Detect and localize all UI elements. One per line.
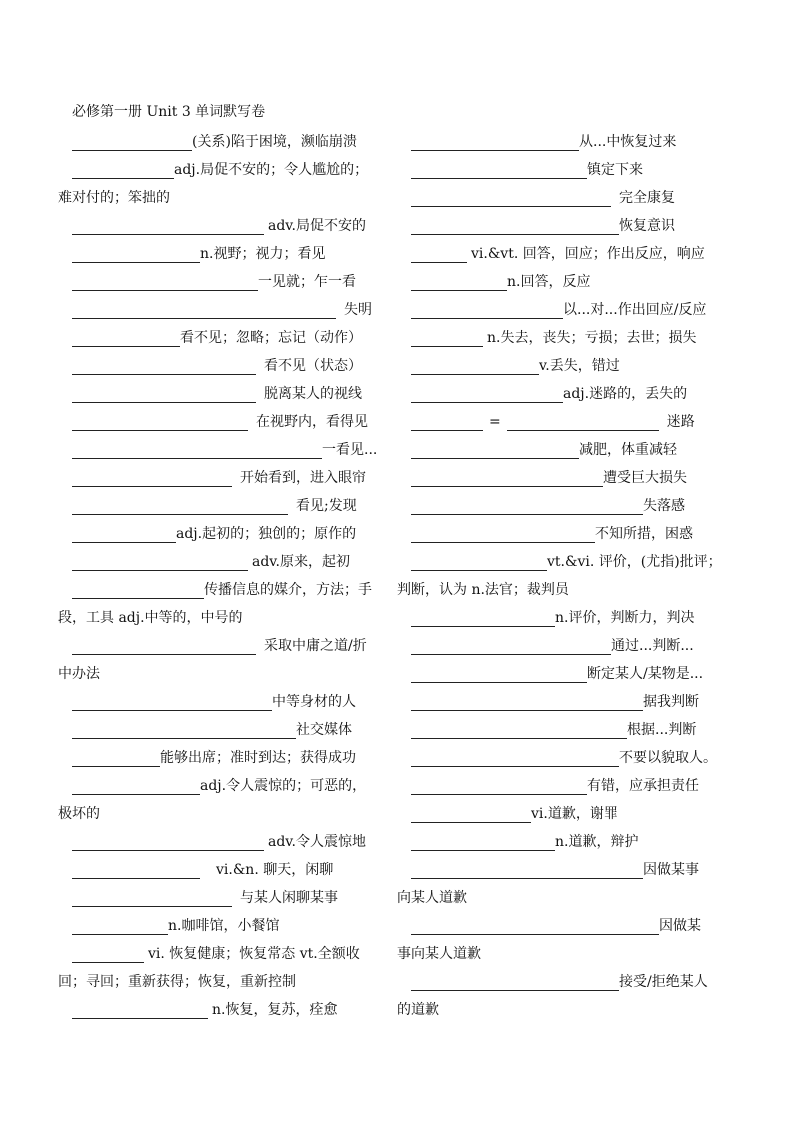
definition-text: 回；寻回；重新获得；恢复，重新控制 [58, 974, 296, 990]
question-line [411, 268, 727, 296]
answer-blank[interactable] [72, 354, 256, 375]
definition-text: adv.局促不安的 [268, 218, 367, 234]
question-line [411, 156, 727, 184]
question-line [72, 436, 390, 464]
definition-text: adj.起初的；独创的；原作的 [176, 526, 357, 542]
question-line [72, 772, 390, 800]
answer-blank[interactable] [72, 886, 232, 907]
question-line [72, 464, 390, 492]
answer-blank[interactable] [411, 130, 579, 151]
definition-text: 看不见；忽略；忘记（动作） [180, 330, 362, 346]
question-line [411, 688, 727, 716]
question-line [72, 632, 390, 660]
question-line [411, 436, 727, 464]
question-continuation [397, 996, 727, 1024]
definition-text: adj.令人震惊的；可恶的， [200, 778, 367, 794]
equals-sign: = [489, 414, 501, 430]
definition-text: 有错，应承担责任 [587, 778, 699, 794]
answer-blank[interactable] [411, 186, 611, 207]
definition-text: 看不见（状态） [264, 358, 362, 374]
definition-text: adv.原来，起初 [252, 554, 351, 570]
answer-blank[interactable] [411, 774, 587, 795]
question-line [411, 912, 727, 940]
right-column [397, 128, 727, 1024]
definition-text: 减肥，体重减轻 [579, 442, 677, 458]
definition-text: n.道歉，辩护 [555, 834, 639, 850]
answer-blank[interactable] [411, 802, 531, 823]
answer-blank[interactable] [72, 466, 232, 487]
definition-text: n.失去，丧失；亏损；去世；损失 [487, 330, 697, 346]
definition-text: 中等身材的人 [272, 694, 356, 710]
question-line [411, 492, 727, 520]
definition-text: n.视野；视力；看见 [200, 246, 326, 262]
definition-text: 恢复意识 [619, 218, 675, 234]
definition-text: 镇定下来 [587, 162, 643, 178]
question-line [411, 408, 727, 436]
question-line [411, 520, 727, 548]
question-line [72, 212, 390, 240]
answer-blank[interactable] [411, 634, 611, 655]
answer-blank[interactable] [72, 634, 256, 655]
definition-text: 脱离某人的视线 [264, 386, 362, 402]
definition-text: 不知所措，困惑 [595, 526, 693, 542]
question-line [72, 352, 390, 380]
definition-text: 采取中庸之道/折 [264, 638, 367, 654]
answer-blank[interactable] [72, 382, 256, 403]
definition-text: n.恢复，复苏，痊愈 [212, 1002, 338, 1018]
answer-blank[interactable] [411, 298, 563, 319]
question-line [72, 520, 390, 548]
question-continuation [58, 604, 390, 632]
answer-blank[interactable] [72, 130, 192, 151]
answer-blank[interactable] [411, 382, 563, 403]
definition-text: 看见;发现 [296, 498, 357, 514]
question-line [72, 716, 390, 744]
answer-blank[interactable] [72, 858, 200, 879]
definition-text: v.丢失，错过 [539, 358, 620, 374]
answer-blank[interactable] [411, 550, 547, 571]
definition-text: 根据...判断 [627, 722, 697, 738]
question-line [411, 240, 727, 268]
answer-blank[interactable] [411, 354, 539, 375]
question-line [411, 744, 727, 772]
answer-blank[interactable] [411, 494, 643, 515]
question-line [72, 156, 390, 184]
question-continuation [58, 184, 390, 212]
question-line [411, 856, 727, 884]
answer-blank[interactable] [411, 270, 507, 291]
question-continuation [58, 800, 390, 828]
definition-text: 能够出席；准时到达；获得成功 [160, 750, 356, 766]
definition-text: 通过...判断... [611, 638, 694, 654]
definition-text: 开始看到，进入眼帘 [240, 470, 366, 486]
answer-blank[interactable] [72, 690, 272, 711]
definition-text: 失落感 [643, 498, 685, 514]
question-line [72, 268, 390, 296]
definition-text: 段，工具 adj.中等的，中号的 [58, 610, 243, 626]
question-continuation [397, 884, 727, 912]
definition-text: 极坏的 [58, 806, 100, 822]
question-line [411, 128, 727, 156]
definition-text: 迷路 [666, 414, 695, 430]
question-line [72, 884, 390, 912]
definition-text: vi.道歉，谢罪 [531, 806, 618, 822]
definition-text: 中办法 [58, 666, 100, 682]
question-line [411, 296, 727, 324]
question-line [411, 968, 727, 996]
definition-text: 传播信息的媒介，方法；手 [204, 582, 372, 598]
definition-text: n.回答，反应 [507, 274, 591, 290]
definition-text: vt.&vi. 评价，(尤指)批评； [547, 554, 722, 570]
definition-text: 在视野内，看得见 [256, 414, 368, 430]
answer-blank[interactable] [411, 858, 643, 879]
question-line [72, 548, 390, 576]
question-line [72, 492, 390, 520]
answer-blank[interactable] [72, 942, 144, 963]
answer-blank[interactable] [72, 550, 248, 571]
answer-blank[interactable] [72, 578, 204, 599]
definition-text: 不要以貌取人。 [619, 750, 717, 766]
definition-text: 一看见... [322, 442, 378, 458]
question-line [411, 464, 727, 492]
answer-blank[interactable] [72, 522, 176, 543]
definition-text: 因做某事 [643, 862, 699, 878]
definition-text: 难对付的；笨拙的 [58, 190, 170, 206]
definition-text: 接受/拒绝某人 [619, 974, 708, 990]
answer-blank[interactable] [72, 494, 288, 515]
answer-blank[interactable] [72, 298, 336, 319]
question-line [72, 828, 390, 856]
question-line [411, 604, 727, 632]
answer-blank[interactable] [72, 326, 180, 347]
question-line [411, 212, 727, 240]
question-line [411, 380, 727, 408]
question-line [72, 296, 390, 324]
question-line [72, 912, 390, 940]
definition-text: vi. 恢复健康；恢复常态 vt.全额收 [148, 946, 360, 962]
answer-blank[interactable] [72, 214, 264, 235]
page-title: 必修第一册 Unit 3 单词默写卷 [72, 104, 266, 120]
answer-blank[interactable] [411, 214, 619, 235]
definition-text: 因做某 [659, 918, 701, 934]
question-line [72, 856, 390, 884]
answer-blank[interactable] [411, 970, 619, 991]
definition-text: n.咖啡馆，小餐馆 [168, 918, 280, 934]
answer-blank[interactable] [411, 690, 643, 711]
answer-blank[interactable] [72, 914, 168, 935]
answer-blank[interactable] [411, 606, 555, 627]
answer-blank[interactable] [411, 438, 579, 459]
answer-blank[interactable] [411, 326, 483, 347]
question-line [72, 576, 390, 604]
definition-text: 判断，认为 n.法官；裁判员 [397, 582, 569, 598]
answer-blank[interactable] [72, 158, 174, 179]
definition-text: 完全康复 [619, 190, 675, 206]
definition-text: 的道歉 [397, 1002, 439, 1018]
question-line [411, 352, 727, 380]
question-line [411, 324, 727, 352]
question-continuation [58, 968, 390, 996]
answer-blank[interactable] [411, 466, 603, 487]
answer-blank[interactable] [411, 410, 483, 431]
question-line [72, 996, 390, 1024]
answer-blank[interactable] [72, 746, 160, 767]
answer-blank[interactable] [411, 242, 467, 263]
question-line [411, 632, 727, 660]
answer-blank[interactable] [72, 410, 248, 431]
question-line [411, 548, 727, 576]
definition-text: 失明 [344, 302, 372, 318]
answer-blank[interactable] [72, 998, 208, 1019]
question-line [411, 716, 727, 744]
definition-text: 向某人道歉 [397, 890, 467, 906]
definition-text: 遭受巨大损失 [603, 470, 687, 486]
definition-text: (关系)陷于困境，濒临崩溃 [192, 134, 357, 150]
definition-text: adj.局促不安的；令人尴尬的； [174, 162, 369, 178]
question-line [411, 800, 727, 828]
question-continuation [397, 940, 727, 968]
question-continuation [58, 660, 390, 688]
definition-text: 社交媒体 [296, 722, 352, 738]
question-line [411, 660, 727, 688]
question-line [72, 128, 390, 156]
question-line [411, 184, 727, 212]
left-column [58, 128, 390, 1024]
definition-text: vi.&n. 聊天，闲聊 [216, 862, 334, 878]
answer-blank[interactable] [72, 718, 296, 739]
question-line [411, 828, 727, 856]
answer-blank[interactable] [411, 914, 659, 935]
question-line [411, 772, 727, 800]
answer-blank[interactable] [411, 662, 587, 683]
answer-blank[interactable] [72, 830, 264, 851]
definition-text: n.评价，判断力，判决 [555, 610, 695, 626]
question-line [72, 688, 390, 716]
question-line [72, 324, 390, 352]
definition-text: 断定某人/某物是... [587, 666, 704, 682]
question-line [72, 940, 390, 968]
question-line [72, 380, 390, 408]
definition-text: adj.迷路的，丢失的 [563, 386, 688, 402]
answer-blank[interactable] [72, 774, 200, 795]
definition-text: 事向某人道歉 [397, 946, 481, 962]
definition-text: 与某人闲聊某事 [240, 890, 338, 906]
answer-blank[interactable] [411, 158, 587, 179]
definition-text: 以...对...作出回应/反应 [563, 302, 707, 318]
question-line [72, 240, 390, 268]
answer-blank[interactable] [507, 410, 659, 431]
definition-text: adv.令人震惊地 [268, 834, 367, 850]
question-line [72, 744, 390, 772]
answer-blank[interactable] [411, 718, 627, 739]
answer-blank[interactable] [72, 270, 258, 291]
definition-text: 一见就；乍一看 [258, 274, 356, 290]
definition-text: vi.&vt. 回答，回应；作出反应，响应 [471, 246, 705, 262]
answer-blank[interactable] [72, 242, 200, 263]
definition-text: 从...中恢复过来 [579, 134, 677, 150]
answer-blank[interactable] [72, 438, 322, 459]
question-continuation [397, 576, 727, 604]
answer-blank[interactable] [411, 746, 619, 767]
answer-blank[interactable] [411, 830, 555, 851]
question-line [72, 408, 390, 436]
answer-blank[interactable] [411, 522, 595, 543]
definition-text: 据我判断 [643, 694, 699, 710]
